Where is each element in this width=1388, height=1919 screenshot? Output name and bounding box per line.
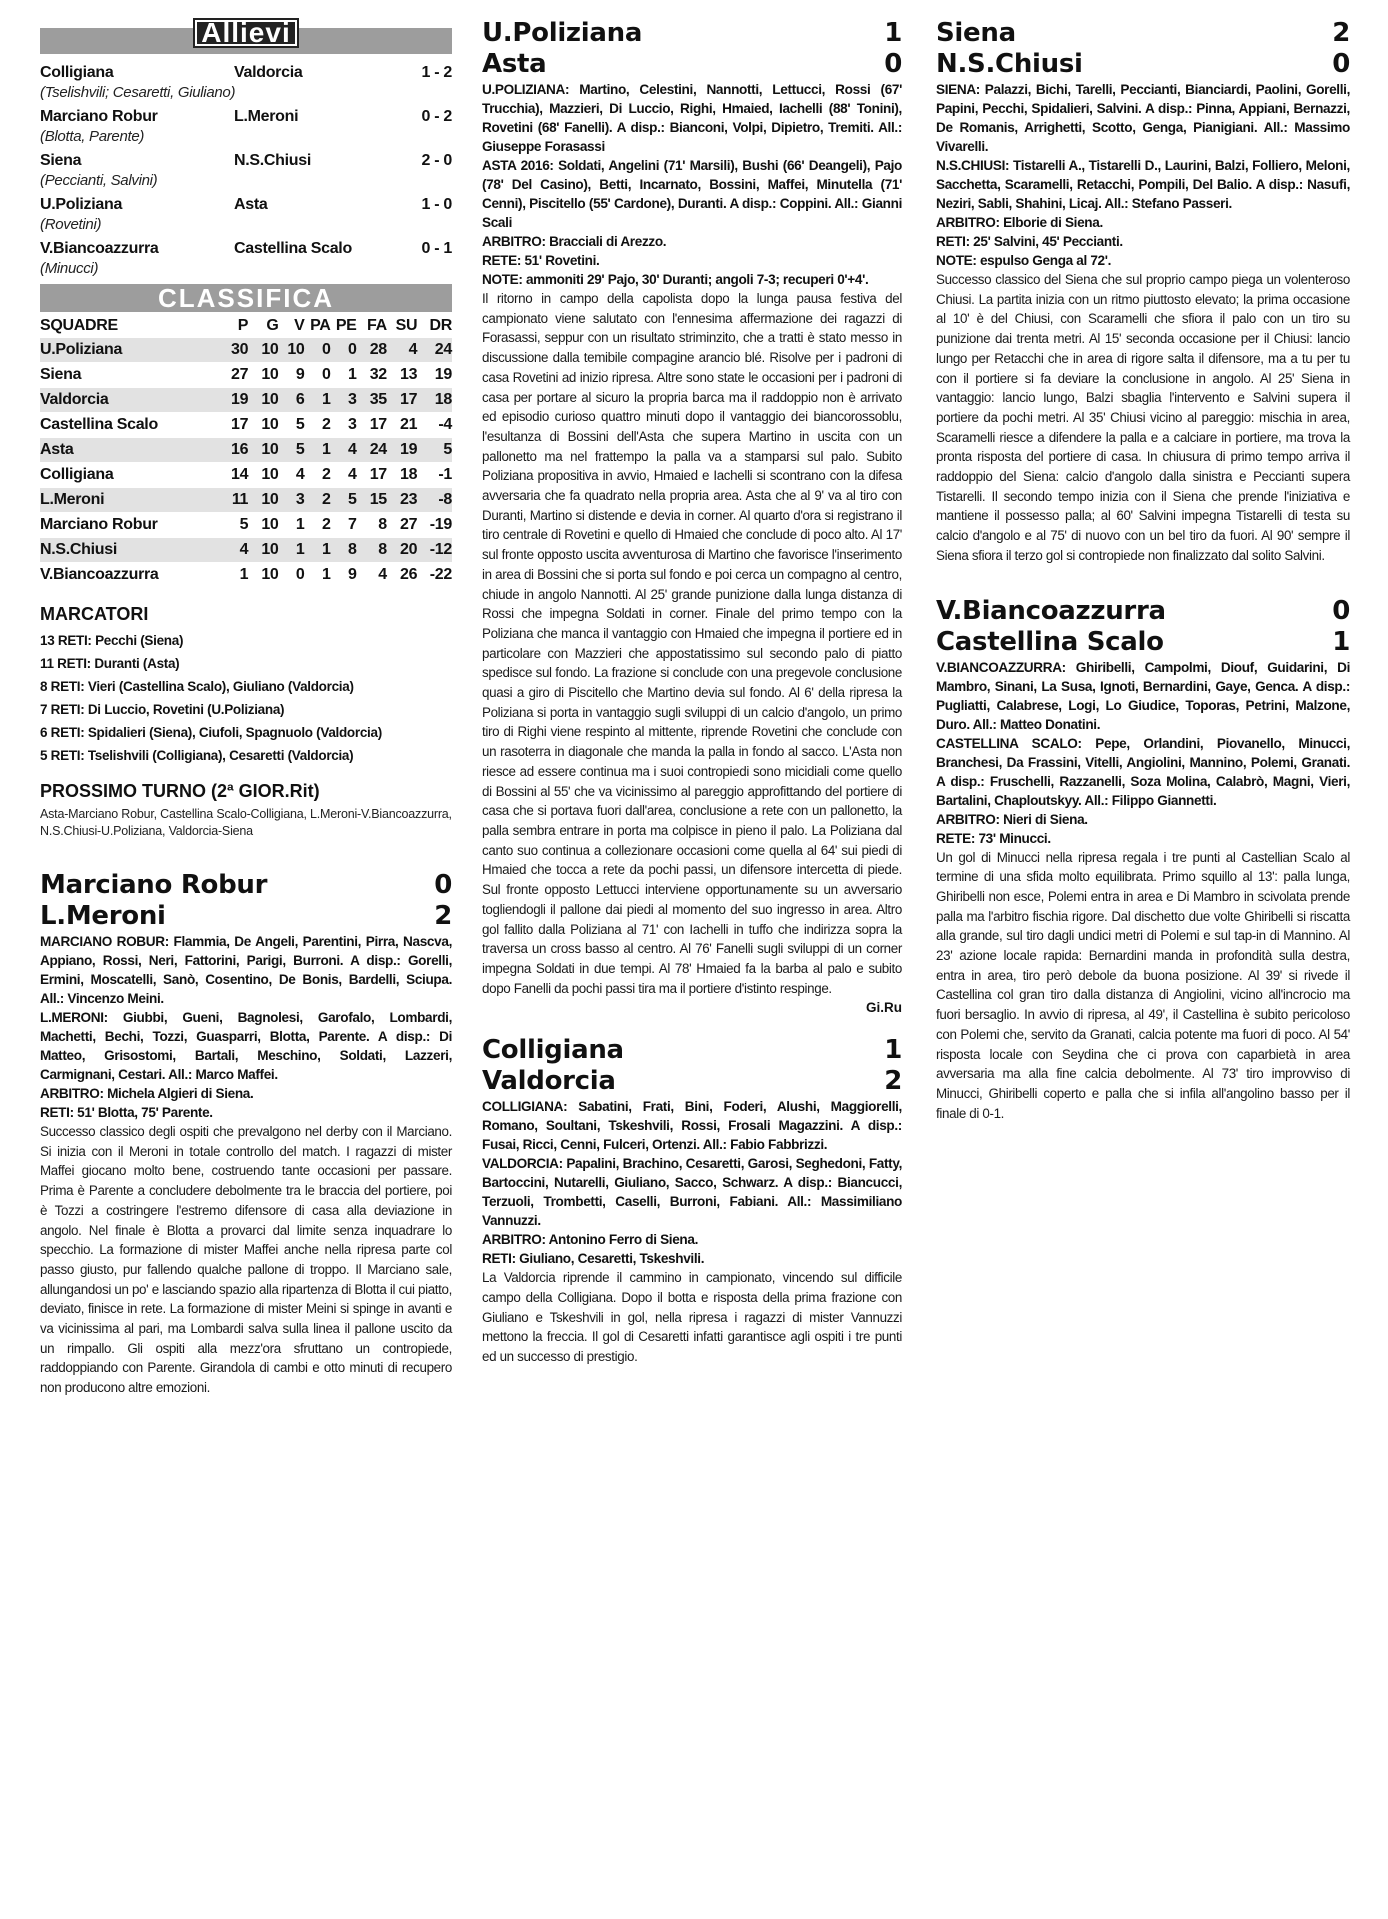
stat-cell: -1 xyxy=(438,466,452,483)
stat-cell: -4 xyxy=(438,416,452,433)
stat-cell: 19 xyxy=(434,366,452,383)
standings-table xyxy=(40,314,452,588)
home-score: 1 xyxy=(884,18,902,48)
stat-cell: 10 xyxy=(261,541,279,558)
stat-cell: 17 xyxy=(369,466,387,483)
stat-cell: 1 xyxy=(347,366,357,383)
stat-cell: 5 xyxy=(443,441,452,458)
report-colligiana: La Valdorcia riprende il cammino in campionato, vincendo sul difficile campo della Colligiana. Dopo il botta e risposta della prima frazione con Giuliano e Tskeshvili in gol, nella ripresa i ragazzi di mister Vannuzzi mettono la freccia. Il gol di Cesaretti infatti garantisce agli ospiti i tre punti ed un successo di prestigio. xyxy=(482,1270,902,1365)
home-team: Colligiana xyxy=(482,1035,624,1066)
result-home: U.Poliziana xyxy=(40,196,123,213)
stat-cell: 10 xyxy=(261,341,279,358)
stat-cell: 18 xyxy=(434,391,452,408)
stat-cell: 5 xyxy=(239,516,249,533)
stat-cell: 8 xyxy=(378,516,387,533)
table-row xyxy=(40,513,452,538)
team-name: U.Poliziana xyxy=(40,341,123,358)
stat-cell: 10 xyxy=(261,466,279,483)
report-poliziana: Il ritorno in campo della capolista dopo la lunga pausa festiva del campionato viene salutato con l'ennesima affermazione dei ragazzi di Forasassi, seppur con un risultato striminzito, che a tratti è stato messo in discussione dalla temibile compagine arancio blé. Risolve per i padroni di casa Rovetini ad inizio ripresa. Altre sono state le occasioni per i padroni di casa per portare al sicuro la propria barca ma il raddoppio non è arrivato ed episodio curioso quattro minuti dopo il vantaggio dei biancorossoblu, l'esultanza di Bossini dell'Asta che supera Martino in uscita con un pallonetto ma nel frattempo la palla va a stamparsi sul palo. Subito Poliziana propositiva in avvio, Hmaied e Iachelli si scontrano con la difesa avversaria che fa quadrato nella propria area. Asta che al 9' va al tiro con Duranti, Martino si distende e devia in corner. Al quarto d'ora si registrano il tiro centrale di Rovetini e quello di Hmaied che conclude di poco alto. Al 17' sul fronte opposto uscita avventurosa di Martino che favorisce l'inserimento in area di Bossini che si porta sul fondo e poi cerca un compagno al centro, chiude in angolo Nannotti. Al 25' grande punizione dalla lunga distanza di Rossi che impegna Soldati in corner. Finale del primo tempo con la Poliziana che manca il vantaggio con Hmaied che impegna il portiere ed in particolare con Mazzieri che appostatissimo sul secondo palo di piatto spedisce sul fondo. La frazione si conclude con una pregevole conclusione quasi a giro di Piscitello che Martino devia sul fondo. Al 6' della ripresa la Poliziana si porta in vantaggio sugli sviluppi di un calcio d'angolo, un primo tiro di Righi viene respinto al mittente, riprende Rovetini che conclude con un rasoterra in diagonale che manda la palla in fondo al sacco. L'Asta non riesce ad essere continua ma i suoi contropiedi sono micidiali come quello di Bossini al 55' che va vicinissimo al pareggio approfittando del portiere di casa che si portava fuori dall'area, conclusione a rete con un pallonetto, la palla sembra entrare in porta ma colpisce in pieno il palo. La Poliziana dal canto suo continua a collezionare occasioni come quella al 64' sui piedi di Hmaied che tocca a rete da pochi passi, un difensore intercetta di piede. Sul fronte opposto Lettucci interviene opportunamente su un avversario togliendogli il pallone dai piedi al momento del suo ingresso in area. Altro gol fallito dalla Poliziana al 71' con Iachelli in tuffo che indirizza sopra la traversa un cross basso al centro. Al 76' Fanelli sugli sviluppi di un corner impegna Soldati in due tempi. Al 78' Hmaied fa la barba al palo e subito dopo Fanelli da pochi passi tira ma il portiere d'istinto respinge. xyxy=(482,291,902,996)
home-score: 2 xyxy=(1332,18,1350,48)
stat-cell: 13 xyxy=(400,366,418,383)
table-row xyxy=(40,388,452,413)
home-score: 1 xyxy=(884,1035,902,1066)
standings-header xyxy=(40,314,452,338)
match-header-biancoazzurra xyxy=(936,596,1350,658)
standings-col-header: SQUADRE xyxy=(40,317,118,334)
table-row xyxy=(40,488,452,513)
stat-cell: 9 xyxy=(295,366,305,383)
stat-cell: 3 xyxy=(347,391,357,408)
stat-cell: 4 xyxy=(295,466,305,483)
stat-cell: 5 xyxy=(347,491,357,508)
stat-cell: 4 xyxy=(347,466,357,483)
lineup-line: ASTA 2016: Soldati, Angelini (71' Marsili), Bushi (66' Deangeli), Pajo (78' Del Casino), Betti, Incarnato, Bossini, Maffei, Minutella (71' Cenni), Piscitello (55' Cardone), Duranti. A disp.: Coppini. All.: Gianni Scali xyxy=(482,158,902,230)
table-row xyxy=(40,563,452,588)
standings-col-header: PA xyxy=(310,317,331,334)
report-biancoazzurra: Un gol di Minucci nella ripresa regala i tre punti al Castellian Scalo al termine di una sfida molto equilibrata. Primo squillo al 13': palla lunga, Ghiribelli non esce, Polemi entra in area e Di Mambro in scivolata prende palla ma l'arbitro fischia rigore. Dal dischetto due volte Ghiribelli si riscatta alla grande, sul tiro dagli undici metri di Polemi e sul tap-in di Mannino. Al 23' azione locale rapida: Bernardini manda in profondità sulla destra, entra in area, tiro però debole da buona posizione. Al 39' si rivede il Castellina col gran tiro dalla distanza di Angiolini, vicino all'incrocio ma fuori bersaglio. In avvio di ripresa, al 49', il Castellina è subito pericoloso con Polemi che, servito da Granati, calcia potente ma fuori di poco. Al 54' risposta locale con Seydina che ci prova con caparbietà in area avversaria ma alla fine calcia debolmente. Al 73' tiro improvviso di Minucci, Ghiribelli coperto e palla che si infila all'angolino basso per il finale di 0-1. xyxy=(936,849,1350,1121)
stat-cell: 3 xyxy=(347,416,357,433)
team-name: L.Meroni xyxy=(40,491,105,508)
stat-cell: 2 xyxy=(321,491,331,508)
lineup-line: SIENA: Palazzi, Bichi, Tarelli, Peccianti, Bianciardi, Paolini, Gorelli, Papini, Pecchi, Spidalieri, Salvini. A disp.: Pinna, Appiani, Bernazzi, De Romanis, Arrighetti, Scotto, Genga, Pianigiani. All.: Massimo Vivarelli. xyxy=(936,82,1350,154)
match-header-poliziana xyxy=(482,18,902,80)
standings-col-header: SU xyxy=(395,317,418,334)
stat-cell: 1 xyxy=(239,566,249,583)
stat-cell: -19 xyxy=(429,516,452,533)
result-score: 1 - 0 xyxy=(421,196,452,213)
home-team: V.Biancoazzurra xyxy=(936,595,1166,626)
stat-cell: 1 xyxy=(321,441,331,458)
standings-col-header: FA xyxy=(367,317,387,334)
stat-cell: 17 xyxy=(400,391,418,408)
scorer-line: 11 RETI: Duranti (Asta) xyxy=(40,656,180,671)
report-marciano: Successo classico degli ospiti che prevalgono nel derby con il Marciano. Si inizia con il Meroni in totale controllo del match. I ragazzi di mister Maffei giocano molto bene, costruendo tante occasioni per passare. Prima è Parente a concludere debolmente tra le braccia del portiere, poi è Tozzi a costringere l'estremo difensore di casa alla deviazione in angolo. Nel finale è Blotta a provarci dal limite senza inquadrare lo specchio. La formazione di mister Maffei anche nella ripresa parte col passo giusto, pur fallendo qualche pallone di troppo. Il Marciano sale, allungandosi un po' e lasciando spazio alla ripartenza di Blotta il cui piatto, deviato, finisce in rete. La formazione di mister Meini si spinge in avanti e va vicinissima al pari, ma Lombardi salva sulla linea il pallone uscito da un rimpallo. Gli ospiti alla mezz'ora sfruttano un contropiede, raddoppiando con Parente. Girandola di cambi e otto minuti di recupero non producono altre emozioni. xyxy=(40,1124,452,1396)
table-row xyxy=(40,338,452,363)
lineup-line: RETI: 51' Blotta, 75' Parente. xyxy=(40,1105,213,1120)
stat-cell: 1 xyxy=(295,541,305,558)
classifica-title: CLASSIFICA xyxy=(158,283,334,313)
result-row xyxy=(40,194,452,216)
stat-cell: 30 xyxy=(230,341,249,358)
team-name: Castellina Scalo xyxy=(40,416,158,433)
column-left xyxy=(40,18,452,1398)
result-home: Colligiana xyxy=(40,64,114,81)
stat-cell: 21 xyxy=(400,416,418,433)
stat-cell: 19 xyxy=(400,441,418,458)
result-scorers: (Rovetini) xyxy=(40,216,102,233)
lineups-poliziana xyxy=(482,80,902,289)
team-name: Siena xyxy=(40,366,82,383)
away-team: Castellina Scalo xyxy=(936,626,1164,657)
stat-cell: 10 xyxy=(261,516,279,533)
home-team: U.Poliziana xyxy=(482,18,643,48)
stat-cell: 10 xyxy=(261,491,279,508)
match-header-colligiana xyxy=(482,1035,902,1097)
stat-cell: 28 xyxy=(369,341,387,358)
away-team: Valdorcia xyxy=(482,1066,616,1097)
result-row xyxy=(40,238,452,260)
stat-cell: -12 xyxy=(429,541,452,558)
result-home: Siena xyxy=(40,152,82,169)
stat-cell: 16 xyxy=(230,441,249,458)
result-away: Asta xyxy=(234,196,268,213)
away-score: 1 xyxy=(1332,626,1350,657)
stat-cell: 2 xyxy=(321,416,331,433)
stat-cell: 19 xyxy=(230,391,249,408)
result-home: V.Biancoazzurra xyxy=(40,240,159,257)
lineup-line: ARBITRO: Antonino Ferro di Siena. xyxy=(482,1232,699,1248)
stat-cell: 18 xyxy=(400,466,418,483)
team-name: V.Biancoazzurra xyxy=(40,566,159,583)
lineup-line: ARBITRO: Bracciali di Arezzo. xyxy=(482,234,667,249)
lineup-line: NOTE: ammoniti 29' Pajo, 30' Duranti; angoli 7-3; recuperi 0'+4'. xyxy=(482,272,869,287)
away-team: L.Meroni xyxy=(40,901,166,931)
team-name: Valdorcia xyxy=(40,391,109,408)
away-score: 2 xyxy=(884,1066,902,1097)
lineups-marciano xyxy=(40,932,452,1122)
team-name: Asta xyxy=(40,441,74,458)
result-home: Marciano Robur xyxy=(40,108,158,125)
lineup-line: L.MERONI: Giubbi, Gueni, Bagnolesi, Garofalo, Lombardi, Machetti, Bechi, Tozzi, Guasparri, Blotta, Parente. A disp.: Di Matteo, Grisostomi, Bartali, Meschino, Soldati, Lazzeri, Carmignani, Cestari. All.: Marco Maffei. xyxy=(40,1010,452,1082)
result-away: Castellina Scalo xyxy=(234,240,352,257)
standings-col-header: PE xyxy=(335,317,357,334)
away-team: N.S.Chiusi xyxy=(936,49,1083,79)
prossimo-text: Asta-Marciano Robur, Castellina Scalo-Colligiana, L.Meroni-V.Biancoazzurra, N.S.Chiusi-U.Poliziana, Valdorcia-Siena xyxy=(40,807,452,838)
lineup-line: COLLIGIANA: Sabatini, Frati, Bini, Foderi, Alushi, Maggiorelli, Romano, Soultani, Tskeshvili, Rossi, Frosali Magazzini. A disp.: Fusai, Ricci, Cenni, Fulceri, Ortenzi. All.: Fabio Fabbrizzi. xyxy=(482,1099,902,1153)
stat-cell: 4 xyxy=(239,541,249,558)
result-score: 2 - 0 xyxy=(421,152,452,169)
result-scorers: (Minucci) xyxy=(40,260,99,277)
stat-cell: 3 xyxy=(295,491,305,508)
match-header-marciano xyxy=(40,870,452,932)
stat-cell: 24 xyxy=(369,441,387,458)
stat-cell: 17 xyxy=(230,416,249,433)
lineup-line: N.S.CHIUSI: Tistarelli A., Tistarelli D., Laurini, Balzi, Folliero, Meloni, Sacchetta, Scaramelli, Retacchi, Pompili, Del Balio. A disp.: Nasufi, Neziri, Sabli, Shahini, Licaj. All.: Stefano Passeri. xyxy=(936,158,1350,211)
stat-cell: 14 xyxy=(230,466,249,483)
report-siena: Successo classico del Siena che sul proprio campo piega un volenteroso Chiusi. La partita inizia con un ritmo piuttosto elevato; la prima occasione al 10' è del Chiusi, con Scaramelli che sfiora il palo con un tiro su punizione dai trenta metri. Al 15' seconda occasione per il Chiusi: lancio lungo per Retacchi che in area di rigore salta il difensore, ma a tu per tu con il portiere si fa deviare la conclusione in angolo. Al 25' Siena in vantaggio: lancio lungo, Balzi sbaglia l'intervento e Salvini supera il portiere da pochi metri. Al 35' Chiusi vicino al pareggio: mischia in area, Scaramelli riesce a difendere la palla e a calciare in portiere, ma trova la pronta risposta del portiere di casa. In chiusura di primo tempo arriva il raddoppio del Siena: calcio d'angolo dalla sinistra e Peccianti supera Tistarelli. Il secondo tempo inizia con il Siena che prende l'iniziativa e mantiene il possesso palla; al 60' Salvini impegna Tistarelli di testa su calcio d'angolo e al 75' di nuovo con un bel tiro da fuori. Al 90' sempre il Siena sfiora il terzo gol si contropiede non finalizzato dal solito Salvini. xyxy=(936,272,1350,563)
stat-cell: 26 xyxy=(400,566,418,583)
stat-cell: 27 xyxy=(400,516,418,533)
away-score: 0 xyxy=(884,49,902,79)
column-right xyxy=(936,18,1350,1123)
lineup-line: ARBITRO: Nieri di Siena. xyxy=(936,811,1088,827)
column-middle xyxy=(482,18,902,1367)
lineup-line: VALDORCIA: Papalini, Brachino, Cesaretti, Garosi, Seghedoni, Fatty, Bartoccini, Nutarelli, Giuliano, Sacco, Schwarz. A disp.: Biancucci, Terzuoli, Trombetti, Caselli, Burroni, Fabiani. All.: Massimiliano Vannuzzi. xyxy=(482,1156,902,1229)
stat-cell: 4 xyxy=(378,566,387,583)
stat-cell: 7 xyxy=(347,516,357,533)
stat-cell: 5 xyxy=(295,441,305,458)
result-row xyxy=(40,150,452,172)
result-away: N.S.Chiusi xyxy=(234,152,312,169)
stat-cell: 10 xyxy=(261,416,279,433)
home-score: 0 xyxy=(434,870,452,900)
stat-cell: -8 xyxy=(438,491,452,508)
stat-cell: 1 xyxy=(321,566,331,583)
stat-cell: 17 xyxy=(369,416,387,433)
stat-cell: 2 xyxy=(321,516,331,533)
lineup-line: RETI: Giuliano, Cesaretti, Tskeshvili. xyxy=(482,1251,705,1267)
stat-cell: 4 xyxy=(408,341,418,358)
table-row xyxy=(40,438,452,463)
lineup-line: U.POLIZIANA: Martino, Celestini, Nannotti, Lettucci, Rossi (67' Trucchia), Mazzieri, Di Luccio, Righi, Hmaied, Iachelli (88' Tonini), Rovetini (68' Fanelli). A disp.: Bianconi, Volpi, Dipietro, Tremiti. All.: Giuseppe Forasassi xyxy=(482,82,902,154)
result-score: 1 - 2 xyxy=(421,64,452,81)
stat-cell: 0 xyxy=(321,341,331,358)
result-score: 0 - 1 xyxy=(421,240,452,257)
prossimo-title: PROSSIMO TURNO (2ª GIOR.Rit) xyxy=(40,781,320,801)
marcatori-title: MARCATORI xyxy=(40,604,149,624)
scorer-line: 5 RETI: Tselishvili (Colligiana), Cesaretti (Valdorcia) xyxy=(40,748,354,763)
stat-cell: 0 xyxy=(321,366,331,383)
lineups-biancoazzurra xyxy=(936,658,1350,848)
standings-col-header: V xyxy=(294,317,305,334)
stat-cell: 1 xyxy=(321,541,331,558)
marcatori-list xyxy=(40,629,452,767)
result-away: Valdorcia xyxy=(234,64,303,81)
stat-cell: 9 xyxy=(347,566,357,583)
classifica-banner xyxy=(40,284,452,312)
stat-cell: 35 xyxy=(369,391,387,408)
stat-cell: 23 xyxy=(400,491,418,508)
stat-cell: 1 xyxy=(295,516,305,533)
report-signature: Gi.Ru xyxy=(866,1000,902,1016)
stat-cell: 27 xyxy=(230,366,249,383)
lineup-line: RETI: 25' Salvini, 45' Peccianti. xyxy=(936,234,1123,249)
lineup-line: NOTE: espulso Genga al 72'. xyxy=(936,253,1112,268)
stat-cell: 5 xyxy=(295,416,305,433)
stat-cell: 32 xyxy=(369,366,387,383)
standings-col-header: G xyxy=(266,317,279,334)
result-row xyxy=(40,62,452,84)
scorer-line: 7 RETI: Di Luccio, Rovetini (U.Poliziana) xyxy=(40,702,285,717)
scorer-line: 6 RETI: Spidalieri (Siena), Ciufoli, Spagnuolo (Valdorcia) xyxy=(40,725,382,740)
stat-cell: 20 xyxy=(400,541,418,558)
table-row xyxy=(40,538,452,563)
stat-cell: 0 xyxy=(347,341,357,358)
stat-cell: 11 xyxy=(231,491,249,508)
team-name: Marciano Robur xyxy=(40,516,158,533)
result-scorers: (Blotta, Parente) xyxy=(40,128,145,145)
lineup-line: ARBITRO: Michela Algieri di Siena. xyxy=(40,1086,254,1101)
stat-cell: -22 xyxy=(429,566,452,583)
home-score: 0 xyxy=(1332,595,1350,626)
table-row xyxy=(40,413,452,438)
match-header-siena xyxy=(936,18,1350,80)
lineups-colligiana xyxy=(482,1097,902,1268)
lineup-line: RETE: 73' Minucci. xyxy=(936,830,1051,846)
away-score: 2 xyxy=(434,901,452,931)
lineup-line: RETE: 51' Rovetini. xyxy=(482,253,600,268)
lineup-line: CASTELLINA SCALO: Pepe, Orlandini, Piovanello, Minucci, Branchesi, Da Frassini, Vitelli, Angiolini, Mannino, Polemi, Granati. A disp.: Fruschelli, Razzanelli, Soza Molina, Calabrò, Magni, Vieri, Bartalini, Chaploutskyy. All.: Filippo Giannetti. xyxy=(936,735,1350,808)
lineups-siena xyxy=(936,80,1350,270)
away-score: 0 xyxy=(1332,49,1350,79)
away-team: Asta xyxy=(482,49,547,79)
result-scorers: (Tselishvili; Cesaretti, Giuliano) xyxy=(40,84,236,101)
stat-cell: 10 xyxy=(261,566,279,583)
lineup-line: MARCIANO ROBUR: Flammia, De Angeli, Parentini, Pirra, Nascva, Appiano, Rossi, Neri, Fattorini, Parigi, Burroni. A disp.: Gorelli, Ermini, Moscatelli, Sanò, Cosentino, De Bonis, Bardelli, Sciupa. All.: Vincenzo Meini. xyxy=(40,934,452,1006)
stat-cell: 4 xyxy=(347,441,357,458)
home-team: Siena xyxy=(936,18,1016,48)
scorer-line: 13 RETI: Pecchi (Siena) xyxy=(40,633,184,648)
stat-cell: 10 xyxy=(261,391,279,408)
stat-cell: 10 xyxy=(261,366,279,383)
stat-cell: 10 xyxy=(287,341,305,358)
standings-col-header: DR xyxy=(429,317,452,334)
stat-cell: 15 xyxy=(369,491,387,508)
results-list xyxy=(40,62,452,278)
standings-col-header: P xyxy=(237,317,249,334)
table-row xyxy=(40,463,452,488)
result-scorers: (Peccianti, Salvini) xyxy=(40,172,158,189)
team-name: N.S.Chiusi xyxy=(40,541,118,558)
scorer-line: 8 RETI: Vieri (Castellina Scalo), Giuliano (Valdorcia) xyxy=(40,679,354,694)
stat-cell: 2 xyxy=(321,466,331,483)
stat-cell: 6 xyxy=(295,391,305,408)
stat-cell: 8 xyxy=(378,541,387,558)
stat-cell: 1 xyxy=(321,391,331,408)
result-score: 0 - 2 xyxy=(421,108,452,125)
lineup-line: ARBITRO: Elborie di Siena. xyxy=(936,215,1103,230)
home-team: Marciano Robur xyxy=(40,870,268,900)
lineup-line: V.BIANCOAZZURRA: Ghiribelli, Campolmi, Diouf, Guidarini, Di Mambro, Sinani, La Susa, Ignoti, Bernardini, Gaye, Genca. A disp.: Pugliatti, Calabrese, Logi, Lo Giudice, Toporas, Petrini, Malzone, Duro. All.: Matteo Donatini. xyxy=(936,659,1350,732)
allievi-title: Allievi xyxy=(193,18,298,48)
stat-cell: 8 xyxy=(347,541,357,558)
stat-cell: 0 xyxy=(295,566,305,583)
result-away: L.Meroni xyxy=(234,108,299,125)
result-row xyxy=(40,106,452,128)
table-row xyxy=(40,363,452,388)
stat-cell: 10 xyxy=(261,441,279,458)
team-name: Colligiana xyxy=(40,466,114,483)
allievi-banner xyxy=(40,17,452,54)
stat-cell: 24 xyxy=(434,341,452,358)
